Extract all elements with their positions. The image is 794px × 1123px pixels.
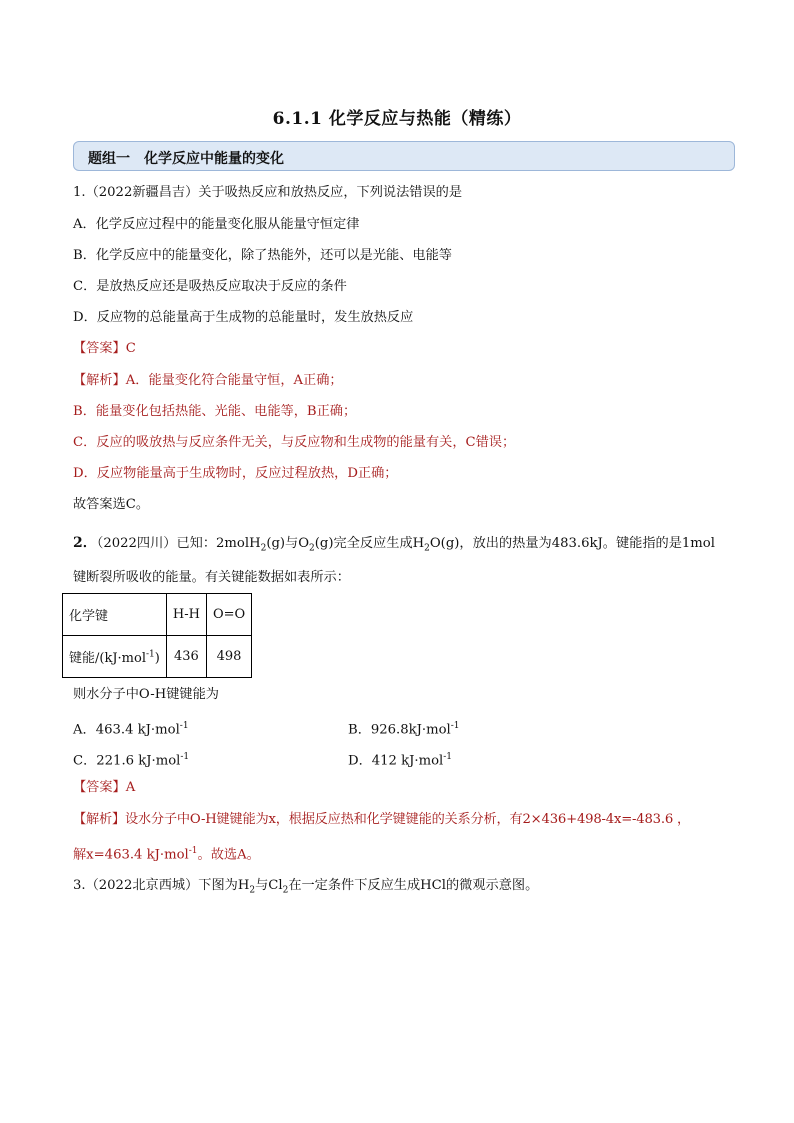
q2-question: 则水分子中O-H键键能为: [73, 687, 219, 702]
q3-stem-text: 在一定条件下反应生成HCl的微观示意图。: [288, 878, 539, 893]
table-cell-text: 键能/(kJ·mol: [69, 651, 146, 666]
q1-analysis-line: D．反应物能量高于生成物时，反应过程放热，D正确；: [73, 466, 398, 481]
q1-analysis-line: C．反应的吸放热与反应条件无关，与反应物和生成物的能量有关，C错误；: [73, 435, 516, 450]
q1-analysis-line: B．能量变化包括热能、光能、电能等，B正确；: [73, 404, 357, 419]
analysis-text: 。故选A。: [197, 847, 260, 863]
q2-analysis-line: [73, 843, 260, 863]
table-cell: O=O: [206, 594, 251, 636]
q2-stem-text: （2022四川）已知：2molH: [96, 536, 261, 551]
option-text: B．926.8kJ·mol: [348, 722, 451, 738]
q2-option-a: [73, 718, 189, 738]
q2-stem-text: (g)与O: [266, 536, 310, 551]
superscript: -1: [180, 752, 190, 762]
q2-subscript: 2: [260, 543, 267, 554]
table-cell: H-H: [166, 594, 206, 636]
q1-conclusion: 故答案选C。: [73, 497, 150, 512]
superscript: -1: [443, 752, 453, 762]
q2-stem-text: (g)完全反应生成H: [314, 536, 425, 551]
table-cell: 436: [166, 636, 206, 678]
table-cell-text: ): [154, 651, 160, 666]
q3-stem-text: 3.（2022北京西城）下图为H: [73, 878, 250, 893]
table-cell: 化学键: [63, 594, 167, 636]
q2-subscript: 2: [309, 543, 315, 554]
table-row: [63, 636, 252, 678]
q2-option-d: [348, 749, 452, 769]
q1-option-a: A．化学反应过程中的能量变化服从能量守恒定律: [73, 217, 360, 232]
superscript: -1: [450, 721, 460, 731]
q1-option-d: D．反应物的总能量高于生成物的总能量时，发生放热反应: [73, 310, 414, 325]
q1-option-c: C．是放热反应还是吸热反应取决于反应的条件: [73, 279, 347, 294]
table-row: [63, 594, 252, 636]
group-label: 题组一 化学反应中能量的变化: [88, 151, 284, 167]
q2-option-c: [73, 749, 189, 769]
q2-option-b: [348, 718, 460, 738]
page-title: 6.1.1 化学反应与热能（精练）: [272, 109, 522, 129]
q2-analysis-line: 【解析】设水分子中O-H键键能为x，根据反应热和化学键键能的关系分析，有2×436+498-4x=-483.6 ，: [73, 812, 691, 827]
q3-subscript: 2: [249, 885, 256, 896]
bond-energy-table: [62, 593, 252, 678]
q3-subscript: 2: [282, 885, 289, 896]
table-cell: 498: [206, 636, 251, 678]
q2-number: 2．: [73, 535, 97, 551]
q2-answer: 【答案】A: [73, 780, 136, 795]
superscript: -1: [179, 721, 189, 731]
option-text: A．463.4 kJ·mol: [73, 722, 180, 738]
analysis-text: 解x=463.4 kJ·mol: [73, 847, 189, 863]
q1-answer: 【答案】C: [73, 341, 136, 356]
q2-stem: [73, 535, 715, 557]
superscript: -1: [146, 649, 155, 660]
question-group-banner: [73, 141, 735, 171]
q1-option-b: B．化学反应中的能量变化，除了热能外，还可以是光能、电能等: [73, 248, 452, 263]
q3-stem-text: 与Cl: [255, 878, 283, 893]
option-text: D．412 kJ·mol: [348, 753, 444, 769]
option-text: C．221.6 kJ·mol: [73, 753, 181, 769]
q2-stem-line2: 键断裂所吸收的能量。有关键能数据如表所示：: [73, 570, 350, 585]
q2-stem-text: O(g)，放出的热量为483.6kJ。键能指的是1mol: [429, 536, 715, 551]
q1-analysis-line: 【解析】A．能量变化符合能量守恒，A正确；: [73, 373, 343, 388]
q2-subscript: 2: [424, 543, 430, 554]
q1-stem: 1.（2022新疆昌吉）关于吸热反应和放热反应，下列说法错误的是: [73, 185, 463, 200]
q3-stem: [73, 878, 538, 899]
superscript: -1: [188, 846, 198, 856]
table-cell: [63, 636, 167, 678]
